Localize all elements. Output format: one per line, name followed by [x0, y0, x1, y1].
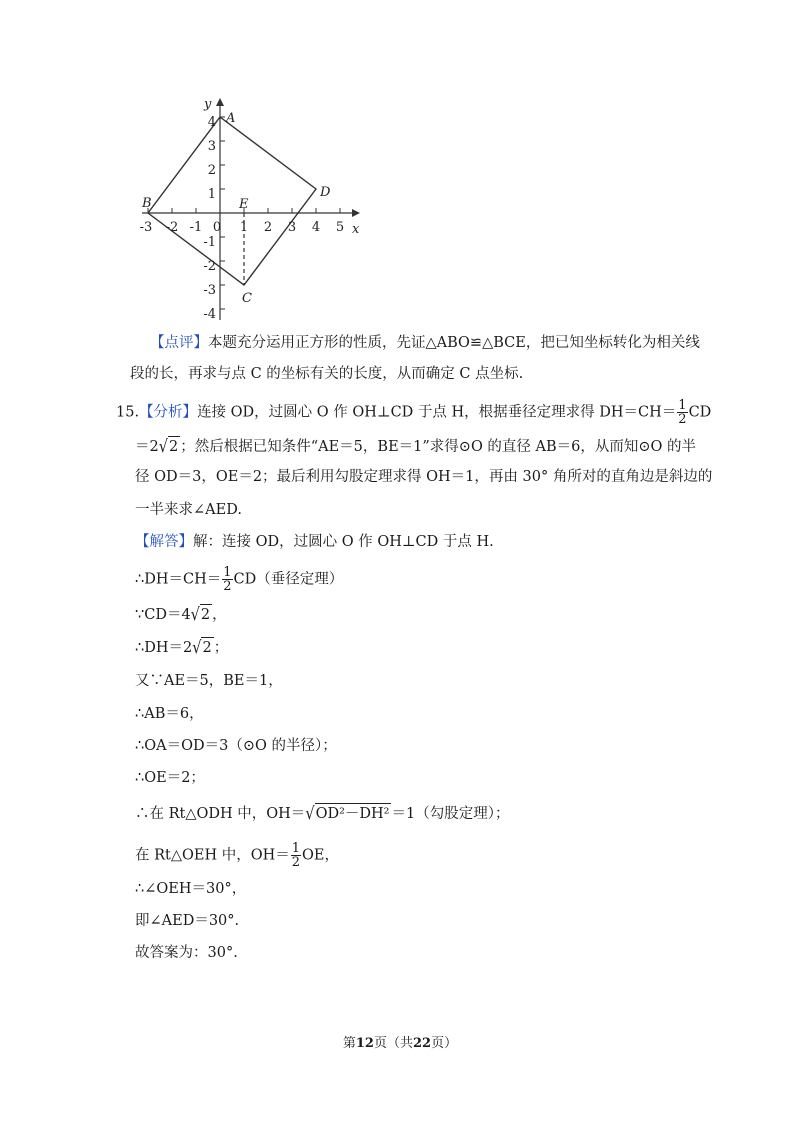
x-tick-label: 1	[239, 220, 249, 235]
page-footer: 第12页（共22页）	[342, 1036, 458, 1051]
solution-text-2-pre: ∴DH＝CH＝	[135, 571, 222, 588]
y-tick-label: 4	[207, 115, 216, 130]
question-number: 15.	[116, 404, 140, 421]
analysis-text-1-end: CD	[688, 404, 712, 421]
radical: 2	[168, 436, 180, 457]
radical: 2	[200, 604, 212, 625]
solution-text-13: 故答案为：30°.	[135, 945, 238, 961]
point-label-e: E	[239, 197, 249, 212]
solution-tag: 【解答】	[135, 534, 193, 550]
y-tick-label: -2	[203, 259, 216, 274]
solution-text-3-post: ，	[212, 607, 227, 623]
solution-line-12	[135, 911, 239, 931]
review-line-2	[130, 364, 523, 384]
review-text-1: 本题充分运用正方形的性质，先证△ABO≌△BCE，把已知坐标转化为相关线	[208, 335, 700, 351]
solution-text-4-post: ；	[213, 640, 229, 656]
y-axis-label: y	[204, 97, 212, 112]
y-axis-arrow	[216, 98, 224, 106]
point-label-b: B	[142, 196, 152, 211]
y-tick-label: -1	[203, 235, 216, 250]
solution-text-10-post: OE，	[302, 847, 340, 864]
x-tick-label: 3	[287, 220, 297, 235]
fraction: $\frac{1}{2}$	[291, 841, 301, 870]
solution-line-3: ∵CD＝4√2 ，	[135, 605, 227, 625]
y-tick-label: 3	[207, 139, 216, 154]
point-label-a: A	[226, 111, 236, 126]
solution-line-7	[135, 736, 337, 756]
analysis-line-4	[135, 500, 242, 520]
fraction: $\frac{1}{2}$	[678, 398, 687, 427]
solution-line-9: ∴在 Rt△ODH 中，OH＝√OD²－DH² ＝1（勾股定理）；	[135, 804, 510, 824]
radical: OD²－DH²	[315, 803, 392, 824]
x-tick-label: -2	[165, 220, 179, 235]
radical: 2	[201, 637, 213, 658]
analysis-text-4: 一半来求∠AED.	[135, 502, 242, 518]
x-tick-label: 0	[212, 220, 222, 235]
coordinate-figure	[130, 92, 370, 332]
solution-line-5	[135, 671, 283, 691]
point-label-d: D	[320, 185, 331, 200]
solution-text-1: 解：连接 OD，过圆心 O 作 OH⊥CD 于点 H.	[193, 534, 494, 550]
analysis-text-1: 连接 OD，过圆心 O 作 OH⊥CD 于点 H，根据垂径定理求得 DH＝CH＝	[197, 404, 677, 421]
solution-text-9-post: ＝1（勾股定理）；	[391, 806, 510, 822]
analysis-line-1	[116, 399, 711, 426]
solution-text-9-pre: ∴在 Rt△ODH 中，OH＝	[135, 806, 306, 822]
x-tick-label: -1	[189, 220, 203, 235]
solution-text-5: 又∵AE＝5，BE＝1，	[135, 673, 283, 689]
analysis-line-3	[135, 467, 712, 487]
y-tick-label: -3	[203, 283, 216, 298]
solution-text-3-pre: ∵CD＝4	[135, 607, 191, 623]
solution-line-4: ∴DH＝2√2 ；	[135, 638, 229, 658]
page-number: 12	[355, 1036, 374, 1051]
solution-line-11	[135, 879, 246, 899]
solution-line-1	[135, 532, 494, 552]
solution-text-6: ∴AB＝6，	[135, 706, 204, 722]
analysis-text-2: ；然后根据已知条件“AE＝5，BE＝1”求得⊙O 的直径 AB＝6，从而知⊙O 的半	[180, 439, 697, 455]
x-tick-label: 2	[263, 220, 273, 235]
solution-line-8	[135, 768, 205, 788]
x-tick-label: -3	[139, 220, 153, 235]
analysis-text-3: 径 OD＝3，OE＝2；最后利用勾股定理求得 OH＝1，再由 30° 角所对的直角边是斜边的	[135, 469, 713, 485]
solution-line-6	[135, 704, 204, 724]
solution-line-10	[135, 842, 339, 869]
review-tag: 【点评】	[150, 335, 208, 351]
solution-text-11: ∴∠OEH＝30°，	[135, 881, 247, 897]
y-tick-label: -4	[203, 307, 216, 322]
analysis-text-2-pre: ＝2	[135, 439, 159, 455]
solution-line-13	[135, 943, 238, 963]
analysis-line-2: ＝2√2 ；然后根据已知条件“AE＝5，BE＝1”求得⊙O 的直径 AB＝6，从而知⊙O 的半	[135, 437, 697, 457]
fraction: $\frac{1}{2}$	[223, 565, 232, 594]
x-tick-label: 5	[335, 220, 345, 235]
solution-text-2-post: CD（垂径定理）	[233, 571, 344, 588]
review-text-2: 段的长，再求与点 C 的坐标有关的长度，从而确定 C 点坐标.	[130, 366, 524, 382]
square-abcd	[148, 117, 316, 285]
x-axis-arrow	[352, 209, 360, 217]
solution-text-4-pre: ∴DH＝2	[135, 640, 193, 656]
x-tick-label: 4	[311, 220, 321, 235]
y-tick-label: 2	[207, 163, 216, 178]
solution-text-7: ∴OA＝OD＝3（⊙O 的半径）；	[135, 738, 337, 754]
y-tick-label: 1	[207, 187, 216, 202]
solution-line-2	[135, 566, 343, 593]
x-axis-label: x	[352, 222, 360, 237]
analysis-tag: 【分析】	[139, 404, 198, 421]
review-line-1	[150, 333, 700, 353]
solution-text-10-pre: 在 Rt△OEH 中，OH＝	[135, 847, 290, 864]
total-pages: 22	[413, 1036, 432, 1051]
point-label-c: C	[242, 291, 252, 306]
solution-text-8: ∴OE＝2；	[135, 770, 205, 786]
solution-text-12: 即∠AED＝30°.	[135, 913, 240, 929]
